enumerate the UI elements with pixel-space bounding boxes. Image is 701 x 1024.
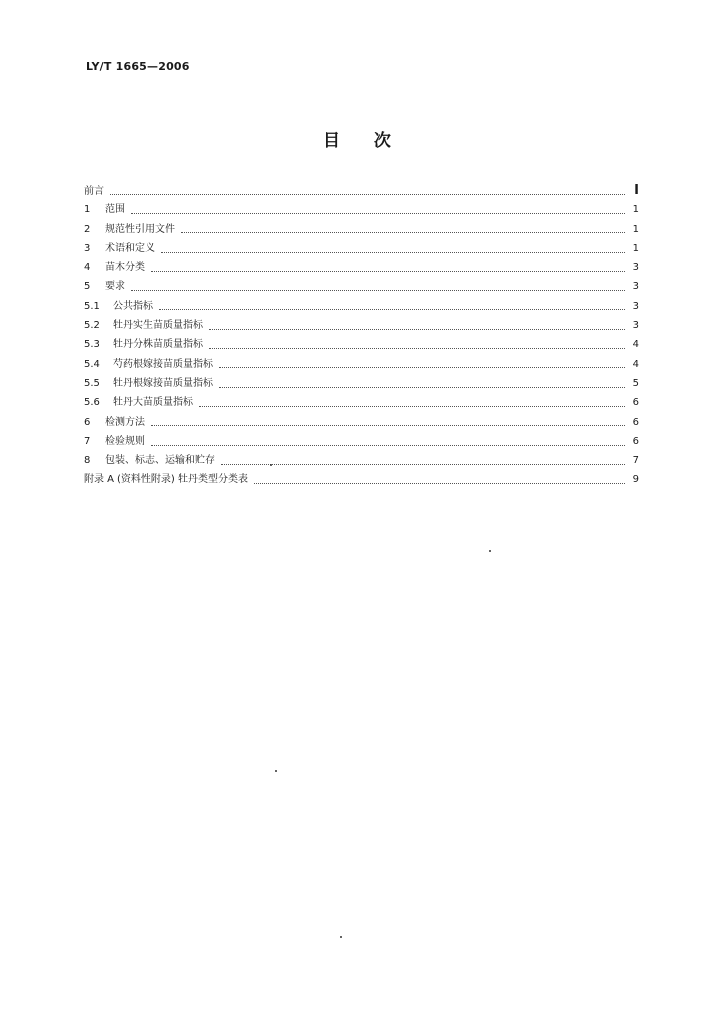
- toc-dot-leader: [199, 405, 625, 407]
- toc-entry-number: 2: [84, 223, 91, 235]
- toc-entry-page: 3: [632, 300, 639, 312]
- toc-entry-page: 7: [632, 455, 639, 467]
- toc-dot-leader: [131, 289, 625, 291]
- document-id: LY/T 1665—2006: [86, 60, 190, 73]
- toc-entry-number: 4: [84, 262, 91, 274]
- toc-entry-label: 苗木分类: [105, 262, 145, 274]
- toc-entry[interactable]: [84, 393, 639, 412]
- toc-dot-leader: [221, 463, 625, 465]
- toc-entry-page: 1: [632, 242, 639, 254]
- toc-entry[interactable]: [84, 258, 639, 277]
- toc-entry-number: 6: [84, 416, 91, 428]
- toc-entry-number: 5.2: [84, 320, 100, 332]
- toc-dot-leader: [151, 424, 625, 426]
- toc-entry[interactable]: [84, 470, 639, 489]
- toc-entry-label: 芍药根嫁接苗质量指标: [113, 358, 213, 370]
- toc-entry-page: 6: [632, 397, 639, 409]
- scan-speck: [275, 770, 277, 772]
- toc-entry-number: 8: [84, 455, 91, 467]
- toc-entry[interactable]: [84, 355, 639, 374]
- toc-dot-leader: [181, 231, 625, 233]
- scan-speck: [340, 936, 342, 938]
- toc-dot-leader: [151, 444, 625, 446]
- toc-entry-number: 5.4: [84, 358, 100, 370]
- toc-entry-page: 3: [632, 281, 639, 293]
- toc-entry-page: 1: [632, 223, 639, 235]
- toc-entry[interactable]: [84, 200, 639, 219]
- toc-entry[interactable]: [84, 374, 639, 393]
- toc-entry-page: I: [634, 183, 639, 198]
- toc-entry-page: 6: [632, 416, 639, 428]
- toc-dot-leader: [161, 251, 625, 253]
- toc-entry-number: 5.3: [84, 339, 100, 351]
- toc-entry-label: 术语和定义: [105, 242, 155, 254]
- toc-entry[interactable]: [84, 277, 639, 296]
- toc-entry-label: 牡丹大苗质量指标: [113, 397, 193, 409]
- toc-entry-number: 5.6: [84, 397, 100, 409]
- toc-entry[interactable]: [84, 297, 639, 316]
- toc-dot-leader: [209, 328, 625, 330]
- toc-entry-label: 包装、标志、运输和贮存: [105, 455, 215, 467]
- toc-entry[interactable]: [84, 335, 639, 354]
- toc-entry-label: 牡丹分株苗质量指标: [113, 339, 203, 351]
- toc-entry[interactable]: [84, 432, 639, 451]
- toc-entry-number: 7: [84, 435, 91, 447]
- toc-entry-label: 规范性引用文件: [105, 223, 175, 235]
- toc-entry-label: (资料性附录) 牡丹类型分类表: [117, 474, 249, 486]
- toc-entry-page: 3: [632, 320, 639, 332]
- page-title: 目 次: [323, 131, 391, 151]
- toc-dot-leader: [131, 212, 625, 214]
- toc-entry-number: 附录 A: [84, 474, 115, 486]
- toc-entry-number: 3: [84, 242, 91, 254]
- toc-entry-label: 检测方法: [105, 416, 145, 428]
- scan-speck: [489, 550, 491, 552]
- toc-dot-leader: [110, 193, 625, 195]
- toc-entry[interactable]: [84, 239, 639, 258]
- toc-entry-label: 前言: [84, 186, 104, 197]
- toc-entry-page: 4: [632, 339, 639, 351]
- toc-entry-number: 5: [84, 281, 91, 293]
- toc-entry[interactable]: [84, 220, 639, 239]
- toc-dot-leader: [219, 386, 625, 388]
- toc-dot-leader: [151, 270, 625, 272]
- toc-entry[interactable]: [84, 451, 639, 470]
- toc-entry-label: 范围: [105, 204, 125, 216]
- toc-entry-page: 6: [632, 435, 639, 447]
- toc-entry[interactable]: [84, 413, 639, 432]
- toc-entry-label: 牡丹实生苗质量指标: [113, 320, 203, 332]
- toc-entry[interactable]: [84, 316, 639, 335]
- toc-entry-page: 9: [632, 474, 639, 486]
- toc-dot-leader: [159, 308, 625, 310]
- toc-dot-leader: [209, 347, 625, 349]
- toc-entry-page: 4: [632, 358, 639, 370]
- toc-entry-label: 牡丹根嫁接苗质量指标: [113, 377, 213, 389]
- toc-entry-label: 公共指标: [113, 300, 153, 312]
- toc-entry-label: 检验规则: [105, 435, 145, 447]
- scan-speck: [270, 464, 272, 466]
- toc-entry-label: 要求: [105, 281, 125, 293]
- toc-entry-number: 1: [84, 204, 91, 216]
- toc-entry-number: 5.5: [84, 377, 100, 389]
- toc-entry-number: 5.1: [84, 300, 100, 312]
- table-of-contents: [84, 181, 639, 490]
- toc-entry-page: 3: [632, 262, 639, 274]
- toc-entry-page: 1: [632, 204, 639, 216]
- toc-dot-leader: [254, 482, 625, 484]
- toc-entry-page: 5: [632, 377, 639, 389]
- toc-entry[interactable]: [84, 181, 639, 200]
- toc-dot-leader: [219, 366, 625, 368]
